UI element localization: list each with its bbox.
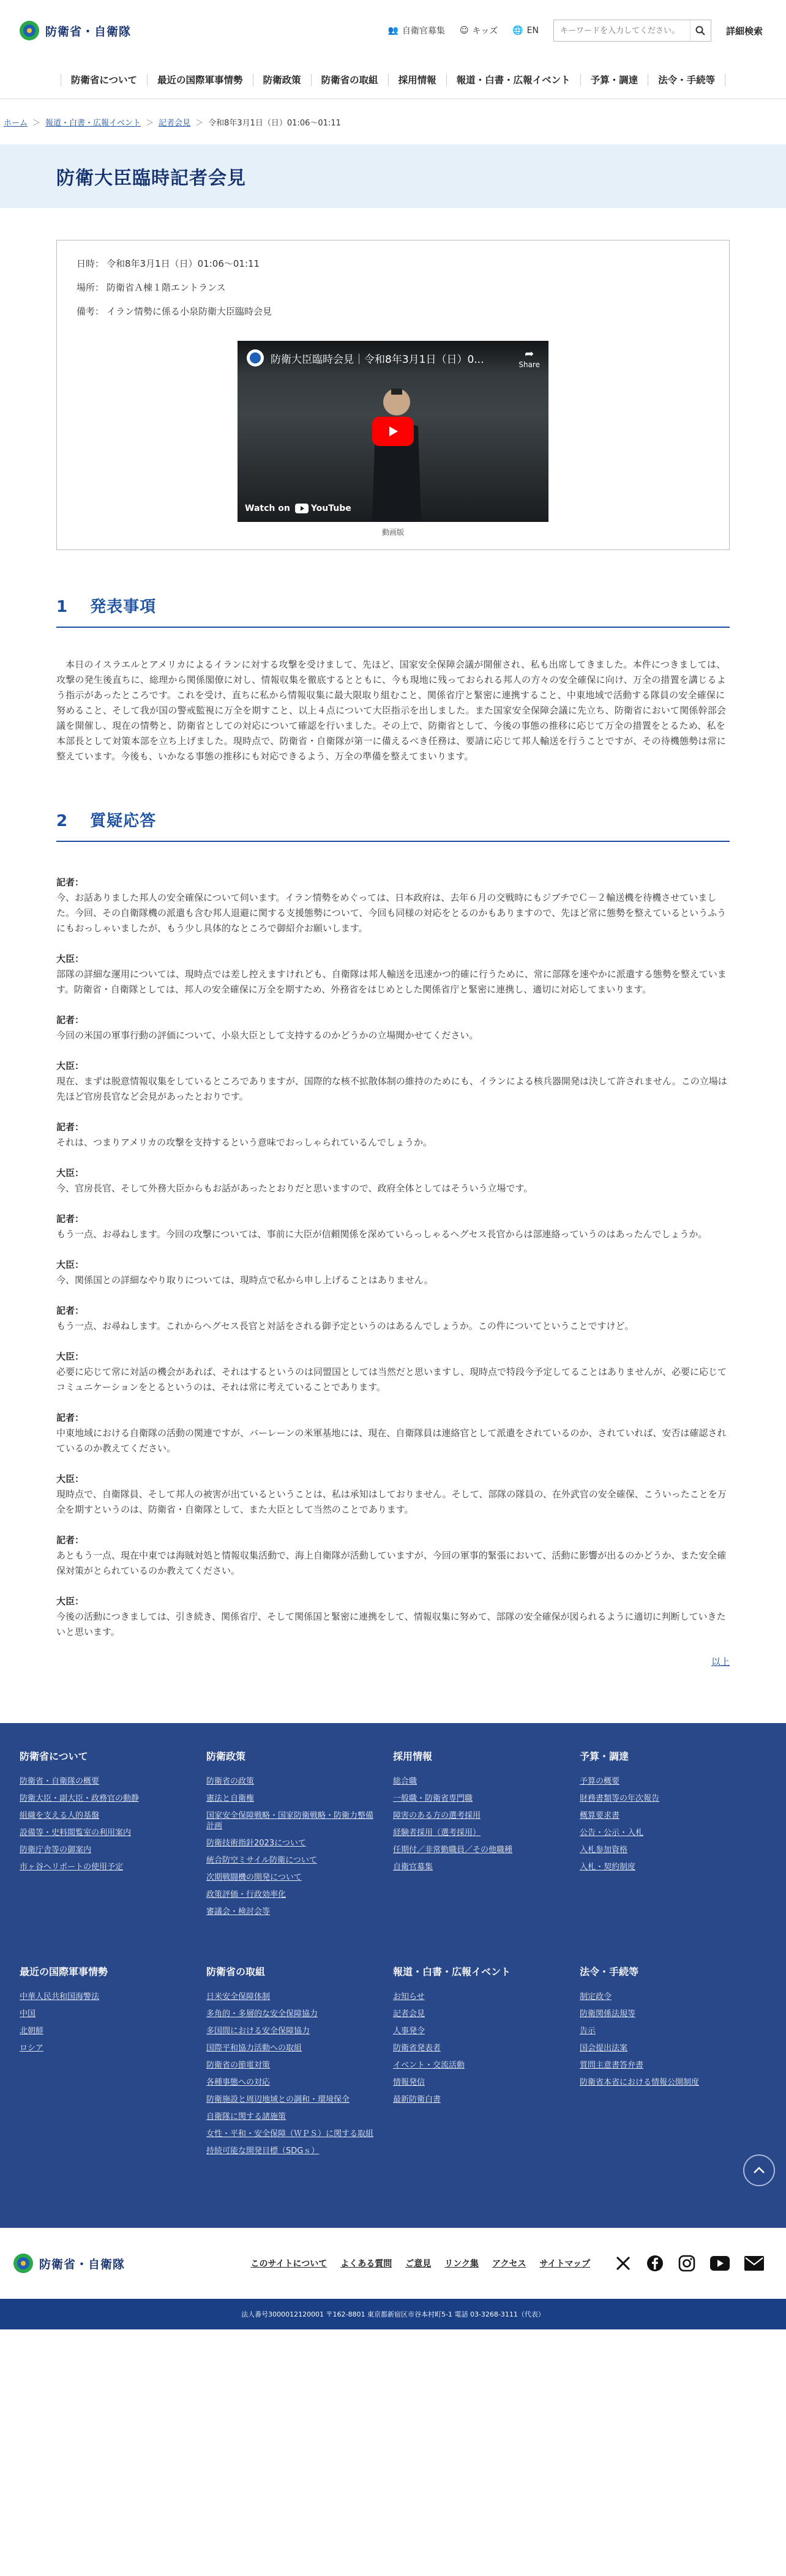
qa-item	[56, 1472, 730, 1517]
footer-link[interactable]: 入札・契約制度	[580, 1863, 636, 1872]
qa-text: 今後の活動につきましては、引き続き、関係省庁、そして関係国と緊密に連携をして、情報収集に努めて、部隊の安全確保が図られるように適切に判断していきたいと思います。	[56, 1611, 726, 1637]
footer-link-access[interactable]: アクセス	[492, 2259, 526, 2269]
footer-column	[20, 1964, 206, 2163]
footer-columns	[20, 1749, 766, 2203]
footer-link[interactable]: ロシア	[20, 2044, 44, 2053]
logo-text: 防衛省・自衛隊	[45, 24, 132, 39]
qa-item	[56, 1212, 730, 1242]
footer-link[interactable]: 防衛省本省における情報公開制度	[580, 2078, 700, 2087]
header-link-recruit[interactable]	[387, 24, 444, 37]
main-content	[56, 240, 730, 1668]
gnav-item-budget[interactable]: 予算・調達	[580, 74, 648, 86]
page-title: 防衛大臣臨時記者会見	[56, 168, 246, 189]
info-value: 令和8年3月1日（日）01:06〜01:11	[107, 258, 260, 269]
footer-logo[interactable]	[12, 2252, 125, 2274]
footer-link[interactable]: 予算の概要	[580, 1777, 620, 1786]
qa-item	[56, 1303, 730, 1334]
info-label: 備考：	[77, 306, 105, 317]
gnav-item-laws[interactable]: 法令・手続等	[648, 74, 725, 86]
qa-item	[56, 1257, 730, 1288]
footer-sitemap	[0, 1723, 786, 2228]
site-header	[0, 0, 786, 61]
x-icon[interactable]	[615, 2255, 632, 2272]
footer-link[interactable]: 防衛技術指針2023について	[206, 1839, 306, 1848]
speaker-figure	[369, 378, 424, 522]
breadcrumb-separator: ＞	[146, 118, 154, 128]
footer-link[interactable]: 自衛隊に関する諸施策	[206, 2112, 286, 2121]
breadcrumb-press[interactable]: 報道・白書・広報イベント	[45, 118, 141, 128]
watch-on-youtube[interactable]	[238, 495, 359, 522]
info-label: 日時：	[77, 258, 105, 269]
qa-speaker: 記者：	[56, 1535, 84, 1546]
qa-item	[56, 1349, 730, 1395]
mail-icon[interactable]	[744, 2256, 764, 2271]
chevron-up-icon	[753, 2167, 765, 2174]
footer-link[interactable]: 設備等・史料閲覧室の利用案内	[20, 1828, 132, 1837]
qa-text: もう一点、お尋ねします。これからヘグセス長官と対話をされる御予定というのはあるんでしょうか。この件についてということですけど。	[56, 1320, 634, 1331]
breadcrumb-conference[interactable]: 記者会見	[159, 118, 191, 128]
qa-text: 今、関係国との詳細なやり取りについては、現時点で私から申し上げることはありません。	[56, 1275, 433, 1286]
footer-link[interactable]: 任期付／非常勤職員／その他職種	[393, 1845, 513, 1855]
footer-link[interactable]: 防衛省の節電対策	[206, 2061, 271, 2070]
footer-column-title: 予算・調達	[580, 1751, 629, 1762]
footer-link[interactable]: 防衛関係法規等	[580, 2009, 636, 2019]
footer-link[interactable]: 告示	[580, 2027, 596, 2036]
site-footer	[0, 1723, 786, 2329]
footer-link[interactable]: 一般職・防衛省専門職	[393, 1794, 473, 1803]
footer-column	[580, 1964, 766, 2163]
footer-link[interactable]: 経験者採用（選考採用）	[393, 1828, 481, 1837]
facebook-icon[interactable]	[646, 2255, 664, 2272]
qa-text: 現在、まずは脱意情報収集をしているところでありますが、国際的な核不拡散体制の維持のためにも、イランによる核兵器開発は決して許されません。この立場は先ほど官房長官など会見があったとおりです。	[56, 1076, 727, 1102]
qa-list	[56, 875, 730, 1640]
footer-link[interactable]: 女性・平和・安全保障（ＷＰＳ）に関する取組	[206, 2129, 374, 2139]
qa-speaker: 大臣：	[56, 1473, 84, 1484]
search-input[interactable]	[554, 20, 690, 41]
footer-column	[206, 1749, 393, 1924]
qa-text: 部隊の詳細な運用については、現時点では差し控えますけれども、自衛隊は邦人輸送を迅速かつ的確に行うために、常に部隊を速やかに派遣する態勢を整えています。防衛省・自衛隊としては、邦人の安全確保に万全を期すため、外務省をはじめとした関係省庁と緊密に連携し、適切に対応してまいります。	[56, 969, 727, 995]
qa-item	[56, 1166, 730, 1196]
breadcrumb-separator: ＞	[32, 118, 41, 128]
qa-speaker: 記者：	[56, 1014, 84, 1026]
qa-speaker: 大臣：	[56, 953, 84, 964]
footer-column-title: 防衛政策	[206, 1751, 246, 1762]
advanced-search-link[interactable]: 詳細検索	[725, 25, 763, 37]
qa-item	[56, 951, 730, 997]
announcement-body: 本日のイスラエルとアメリカによるイランに対する攻撃を受けまして、先ほど、国家安全保障会議が開催され、私も出席してきました。本件につきましては、攻撃の発生後直ちに、総理から関係閣僚に対し、情報収集を徹底するとともに、今も現地に残っておられる邦人の方々の安全確保に向け、万全の措置を講じるよう指示があったところです。これを受け、直ちに私から情報収集に最大限取り組むこと、関係省庁と緊密に連携すること、中東地域で活動する隊員の安全確保に努めること、そして我が国の警戒監視に万全を期すこと、以上４点について大臣指示を出しました。また国家安全保障会議に先立ち、防衛省において関係幹部会議を開催し、現在の情勢と、防衛省としての対応について確認を行いました。その上で、防衛省として、今後の事態の推移に応じて万全の措置をとるため、私を本部長として対策本部を立ち上げました。現時点で、防衛省・自衛隊が第一に備えるべき任務は、要請に応じて邦人輸送を行うことですが、その待機態勢は常に整えています。今後も、いかなる事態の推移にも対応できるよう、万全の準備を整えてまいります。	[56, 659, 727, 762]
info-value: 防衛省Ａ棟１階エントランス	[107, 282, 226, 293]
footer-column	[393, 1964, 580, 2163]
section-title: 発表事項	[90, 598, 157, 616]
footer-link[interactable]: 最新防衛白書	[393, 2095, 441, 2104]
footer-link[interactable]: 統合防空ミサイル防衛について	[206, 1856, 317, 1865]
footer-column	[206, 1964, 393, 2163]
footer-link[interactable]: 財務書類等の年次報告	[580, 1794, 660, 1803]
footer-link[interactable]: 多国間における安全保障協力	[206, 2027, 310, 2036]
share-label: Share	[518, 360, 540, 369]
qa-text: あともう一点、現在中東では海賊対処と情報収集活動で、海上自衛隊が活動していますが、今回の軍事的緊張において、活動に影響が出るのかどうか、また安全確保対策がとられているのか教えてください。	[56, 1550, 727, 1576]
section-number: 1	[56, 598, 69, 616]
footer-column-title: 防衛省について	[20, 1751, 88, 1762]
footer-link[interactable]: 審議会・検討会等	[206, 1907, 271, 1916]
footer-link[interactable]: 情報発信	[393, 2078, 425, 2087]
footer-link[interactable]: 市ヶ谷ヘリポートの使用予定	[20, 1863, 124, 1872]
qa-text: 今、お話ありました邦人の安全確保について伺います。イラン情勢をめぐっては、日本政府は、去年６月の交戦時にもジブチでＣ－２輸送機を待機させていました。今回、その自衛隊機の派遣も含む邦人退避に関する支援態勢について、今回も同様の対応をとるのかもありますので、先ほど常に態勢を整えているというふうにもおっしゃいましたが、もう少し具体的なところで御紹介お願いします。	[56, 892, 727, 934]
conference-info-box	[56, 240, 730, 550]
kids-icon: ☺	[459, 26, 469, 35]
video-top-bar	[238, 341, 548, 375]
gnav-item-efforts[interactable]: 防衛省の取組	[311, 74, 388, 86]
footer-column-title: 最近の国際軍事情勢	[20, 1966, 108, 1978]
qa-item	[56, 1533, 730, 1579]
section-number: 2	[56, 812, 69, 830]
footer-link[interactable]: 公告・公示・入札	[580, 1828, 644, 1837]
qa-speaker: 大臣：	[56, 1060, 84, 1071]
footer-link[interactable]: 多角的・多層的な安全保障協力	[206, 2009, 318, 2019]
info-label: 場所：	[77, 282, 105, 293]
globe-icon: 🌐	[512, 26, 523, 35]
footer-link[interactable]: 中国	[20, 2009, 36, 2019]
section-heading-announcement	[56, 594, 730, 628]
youtube-icon[interactable]	[710, 2256, 730, 2271]
global-nav	[0, 61, 786, 99]
info-date	[77, 258, 709, 270]
logo-icon	[12, 2252, 34, 2274]
footer-link-links[interactable]: リンク集	[444, 2259, 479, 2269]
footer-column-title: 法令・手続等	[580, 1966, 639, 1978]
footer-bottom-links	[250, 2257, 590, 2269]
qa-speaker: 記者：	[56, 877, 84, 888]
footer-link[interactable]: 政策評価・行政効率化	[206, 1890, 286, 1899]
qa-text: 中東地域における自衛隊の活動の関連ですが、バーレーンの米軍基地には、現在、自衛隊員は連絡官として派遣をされているのか、されていれば、安否は確認されているのか教えてください。	[56, 1428, 727, 1454]
footer-link[interactable]: 制定政令	[580, 1992, 612, 2001]
footer-link[interactable]: 総合職	[393, 1777, 417, 1786]
youtube-icon	[295, 504, 309, 513]
gnav-item-intl[interactable]: 最近の国際軍事情勢	[147, 74, 253, 86]
search-button[interactable]	[690, 20, 711, 41]
logo-text: 防衛省・自衛隊	[39, 2257, 125, 2271]
footer-link[interactable]: 国際平和協力活動への取組	[206, 2044, 302, 2053]
footer-link[interactable]: 北朝鮮	[20, 2027, 44, 2036]
footer-column	[20, 1749, 206, 1924]
footer-link[interactable]: 防衛省発表者	[393, 2044, 441, 2053]
people-icon: 👥	[387, 26, 399, 35]
footer-column-title: 報道・白書・広報イベント	[393, 1966, 511, 1978]
video-player[interactable]	[238, 341, 548, 522]
play-icon	[386, 425, 400, 438]
footer-link[interactable]: 各種事態への対応	[206, 2078, 271, 2087]
qa-text: 今、官房長官、そして外務大臣からもお話があったとおりだと思いますので、政府全体としてはそういう立場です。	[56, 1183, 533, 1194]
end-mark-link[interactable]: 以上	[711, 1656, 730, 1667]
instagram-icon[interactable]	[678, 2255, 695, 2272]
footer-link[interactable]: 国会提出法案	[580, 2044, 628, 2053]
footer-link[interactable]: 人事発令	[393, 2027, 425, 2036]
breadcrumb-home[interactable]: ホーム	[4, 118, 28, 128]
channel-logo-icon	[246, 349, 264, 367]
breadcrumb-current: 令和8年3月1日（日）01:06〜01:11	[208, 118, 341, 128]
qa-text: もう一点、お尋ねします。今回の攻撃については、事前に大臣が信頼関係を深めていらっしゃるヘグセス長官からは部連絡っていうのはあったんでしょうか。	[56, 1229, 708, 1240]
footer-link[interactable]: 質問主意書答弁書	[580, 2061, 644, 2070]
header-link-label: 自衛官募集	[402, 26, 445, 36]
header-link-label: EN	[526, 26, 539, 35]
footer-link[interactable]: 防衛施設と周辺地域との調和・環境保全	[206, 2095, 350, 2104]
qa-speaker: 記者：	[56, 1213, 84, 1224]
footer-link-faq[interactable]: よくある質問	[340, 2259, 392, 2269]
qa-speaker: 大臣：	[56, 1259, 84, 1270]
watch-on-label: Watch on	[245, 504, 290, 513]
qa-item	[56, 1013, 730, 1043]
footer-column	[580, 1749, 766, 1924]
footer-link[interactable]: 記者会見	[393, 2009, 425, 2019]
qa-item	[56, 1120, 730, 1150]
footer-column	[393, 1749, 580, 1924]
qa-item	[56, 1594, 730, 1640]
qa-item	[56, 875, 730, 936]
qa-text: 現時点で、自衛隊員、そして邦人の被害が出ているということは、私は承知はしておりません。そして、部隊の隊員の、在外武官の安全確保、こういったことを万全を期すというのは、防衛省・自衛隊として、また大臣として当然のことであります。	[56, 1489, 727, 1515]
footer-link[interactable]: 入札参加資格	[580, 1845, 628, 1855]
search-icon	[695, 26, 705, 35]
video-caption: 動画版	[381, 528, 404, 537]
breadcrumb-separator: ＞	[195, 118, 204, 128]
footer-link[interactable]: 組織を支える人的基盤	[20, 1811, 100, 1820]
qa-item	[56, 1059, 730, 1104]
info-note	[77, 305, 709, 318]
footer-link[interactable]: 防衛庁舎等の御案内	[20, 1845, 92, 1855]
footer-link[interactable]: 憲法と自衛権	[206, 1794, 255, 1803]
youtube-label: YouTube	[310, 504, 351, 513]
qa-text: それは、つまりアメリカの攻撃を支持するという意味でおっしゃられているんでしょうか。	[56, 1137, 432, 1148]
gnav-item-about[interactable]: 防衛省について	[61, 74, 147, 86]
gnav-item-policy[interactable]: 防衛政策	[253, 74, 311, 86]
page-title-bar	[0, 144, 786, 208]
info-value: イラン情勢に係る小泉防衛大臣臨時会見	[107, 306, 272, 317]
footer-link[interactable]: 中華人民共和国海警法	[20, 1992, 100, 2001]
qa-speaker: 記者：	[56, 1122, 84, 1133]
footer-link-opinion[interactable]: ご意見	[405, 2259, 432, 2269]
footer-link[interactable]: 持続可能な開発目標（SDGｓ）	[206, 2146, 320, 2156]
info-place	[77, 281, 709, 294]
gnav-item-press[interactable]: 報道・白書・広報イベント	[446, 74, 580, 86]
qa-speaker: 大臣：	[56, 1596, 84, 1607]
header-link-label: キッズ	[472, 26, 498, 36]
section-heading-qa	[56, 808, 730, 842]
footer-link[interactable]: 自衛官募集	[393, 1863, 433, 1872]
qa-text: 今回の米国の軍事行動の評価について、小泉大臣として支持するのかどうかの立場聞かせてください。	[56, 1030, 479, 1041]
footer-link-about-site[interactable]: このサイトについて	[250, 2259, 328, 2269]
footer-link[interactable]: 次期戦闘機の開発について	[206, 1873, 302, 1882]
qa-item	[56, 1410, 730, 1456]
video-title[interactable]: 防衛大臣臨時会見｜令和8年3月1日（日）0...	[271, 353, 484, 366]
footer-column-title: 防衛省の取組	[206, 1966, 266, 1978]
back-to-top-button[interactable]	[743, 2154, 775, 2186]
footer-link[interactable]: 国家安全保障戦略・国家防衛戦略・防衛力整備計画	[206, 1811, 374, 1831]
logo-icon	[18, 20, 40, 42]
footer-link[interactable]: 防衛省の政策	[206, 1777, 255, 1786]
qa-speaker: 記者：	[56, 1412, 84, 1423]
footer-link[interactable]: 障害のある方の選考採用	[393, 1811, 481, 1820]
qa-speaker: 記者：	[56, 1305, 84, 1316]
footer-column-title: 採用情報	[393, 1751, 433, 1762]
footer-link[interactable]: 概算要求書	[580, 1811, 620, 1820]
gnav-item-recruit[interactable]: 採用情報	[388, 74, 446, 86]
qa-speaker: 大臣：	[56, 1351, 84, 1362]
play-button[interactable]	[372, 417, 414, 446]
footer-link[interactable]: 防衛省・自衛隊の概要	[20, 1777, 100, 1786]
sns-links	[615, 2255, 764, 2272]
site-logo[interactable]	[18, 20, 131, 42]
footer-address: 法人番号3000012120001 〒162-8801 東京都新宿区市谷本村町5-1 電話 03-3268-3111（代表）	[0, 2299, 786, 2329]
qa-speaker: 大臣：	[56, 1167, 84, 1178]
header-link-en[interactable]	[512, 26, 539, 35]
footer-link[interactable]: イベント・交流活動	[393, 2061, 465, 2070]
footer-link[interactable]: 日米安全保障体制	[206, 1992, 271, 2001]
share-icon: ➦	[525, 347, 534, 360]
footer-link[interactable]: 防衛大臣・副大臣・政務官の動静	[20, 1794, 140, 1803]
search-box	[553, 20, 711, 42]
footer-link-sitemap[interactable]: サイトマップ	[539, 2259, 590, 2269]
footer-link[interactable]: お知らせ	[393, 1992, 425, 2001]
breadcrumb	[0, 99, 786, 144]
qa-text: 必要に応じて常に対話の機会があれば、それはするというのは同盟国としては当然だと思いますし、現時点で特段今予定してることはありませんが、必要に応じてコミュニケーションをとるというのは、それは常に考えていることであります。	[56, 1366, 727, 1393]
header-link-kids[interactable]	[460, 24, 498, 37]
section-title: 質疑応答	[90, 812, 157, 830]
footer-bottom-bar	[0, 2228, 786, 2299]
share-button[interactable]	[518, 348, 540, 369]
